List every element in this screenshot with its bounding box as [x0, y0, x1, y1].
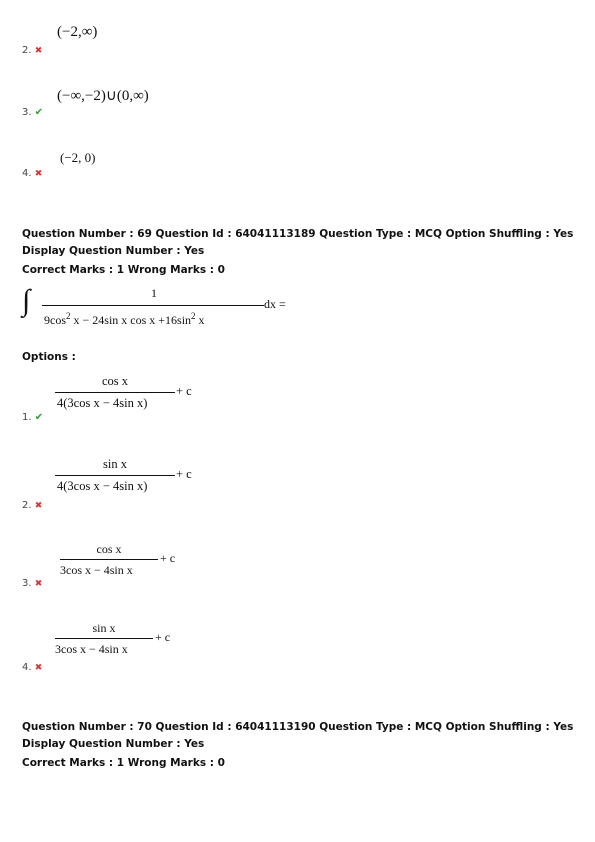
marks-line: Correct Marks : 1 Wrong Marks : 0	[22, 757, 225, 769]
display-question-number: Display Question Number : Yes	[22, 245, 205, 257]
option-tail: + c	[176, 467, 192, 481]
question-70-header	[22, 719, 582, 772]
option-3-number	[22, 578, 42, 589]
option-denominator: 4(3cos x − 4sin x)	[57, 396, 148, 410]
question-numerator: 1	[151, 286, 157, 300]
options-label: Options :	[22, 351, 76, 363]
option-tail: + c	[160, 551, 176, 565]
fraction-bar	[55, 392, 175, 393]
option-2-number	[22, 500, 42, 511]
option-1-expression	[55, 374, 205, 418]
option-number-label: 1.	[22, 412, 32, 423]
question-69-header	[22, 226, 582, 279]
option-4-expression	[55, 621, 185, 661]
option-denominator: 4(3cos x − 4sin x)	[57, 479, 148, 493]
option-tail: + c	[155, 630, 171, 644]
question-fraction	[40, 286, 286, 330]
question-tail: dx =	[264, 297, 286, 311]
question-denominator: $9\cos^2$ x − 24sin x $\cos x +16\sin^2$ x	[44, 311, 205, 327]
fraction-bar	[60, 559, 158, 560]
option-number-label: 4.	[22, 168, 32, 179]
option-denominator: 3cos x − 4sin x	[55, 642, 128, 656]
prev-option-2-expression: (−2,∞)	[57, 24, 98, 40]
fraction-bar	[55, 475, 175, 476]
cross-icon: ✖	[34, 579, 43, 589]
option-4-number	[22, 662, 42, 673]
prev-option-3-expression: (−∞,−2)∪(0,∞)	[57, 88, 149, 104]
option-2-expression	[55, 457, 205, 501]
check-icon: ✔	[34, 412, 44, 423]
cross-icon: ✖	[34, 169, 43, 179]
option-number-label: 2.	[22, 45, 32, 56]
question-meta-line: Question Number : 69 Question Id : 64041113189 Question Type : MCQ Option Shuffling : Yes	[22, 228, 574, 240]
option-denominator: 3cos x − 4sin x	[60, 563, 133, 577]
option-3-expression	[60, 542, 190, 582]
option-1-number	[22, 412, 43, 423]
option-tail: + c	[176, 384, 192, 398]
integral-sign: ∫	[22, 284, 31, 317]
marks-line: Correct Marks : 1 Wrong Marks : 0	[22, 264, 225, 276]
option-numerator: sin x	[103, 457, 127, 471]
option-numerator: cos x	[101, 374, 129, 388]
option-numerator: sin x	[92, 621, 116, 635]
prev-option-4-number	[22, 168, 42, 179]
prev-option-2-number	[22, 45, 42, 56]
option-number-label: 3.	[22, 578, 32, 589]
cross-icon: ✖	[34, 46, 43, 56]
option-number-label: 2.	[22, 500, 32, 511]
option-number-label: 4.	[22, 662, 32, 673]
cross-icon: ✖	[34, 501, 43, 511]
fraction-bar	[55, 638, 153, 639]
prev-option-3-number	[22, 107, 43, 118]
option-number-label: 3.	[22, 107, 32, 118]
display-question-number: Display Question Number : Yes	[22, 738, 205, 750]
option-numerator: cos x	[96, 542, 122, 556]
cross-icon: ✖	[34, 663, 43, 673]
question-meta-line: Question Number : 70 Question Id : 64041113190 Question Type : MCQ Option Shuffling : Yes	[22, 721, 574, 733]
prev-option-4-expression: (−2, 0)	[60, 150, 96, 165]
fraction-bar	[42, 305, 264, 306]
check-icon: ✔	[34, 107, 44, 118]
